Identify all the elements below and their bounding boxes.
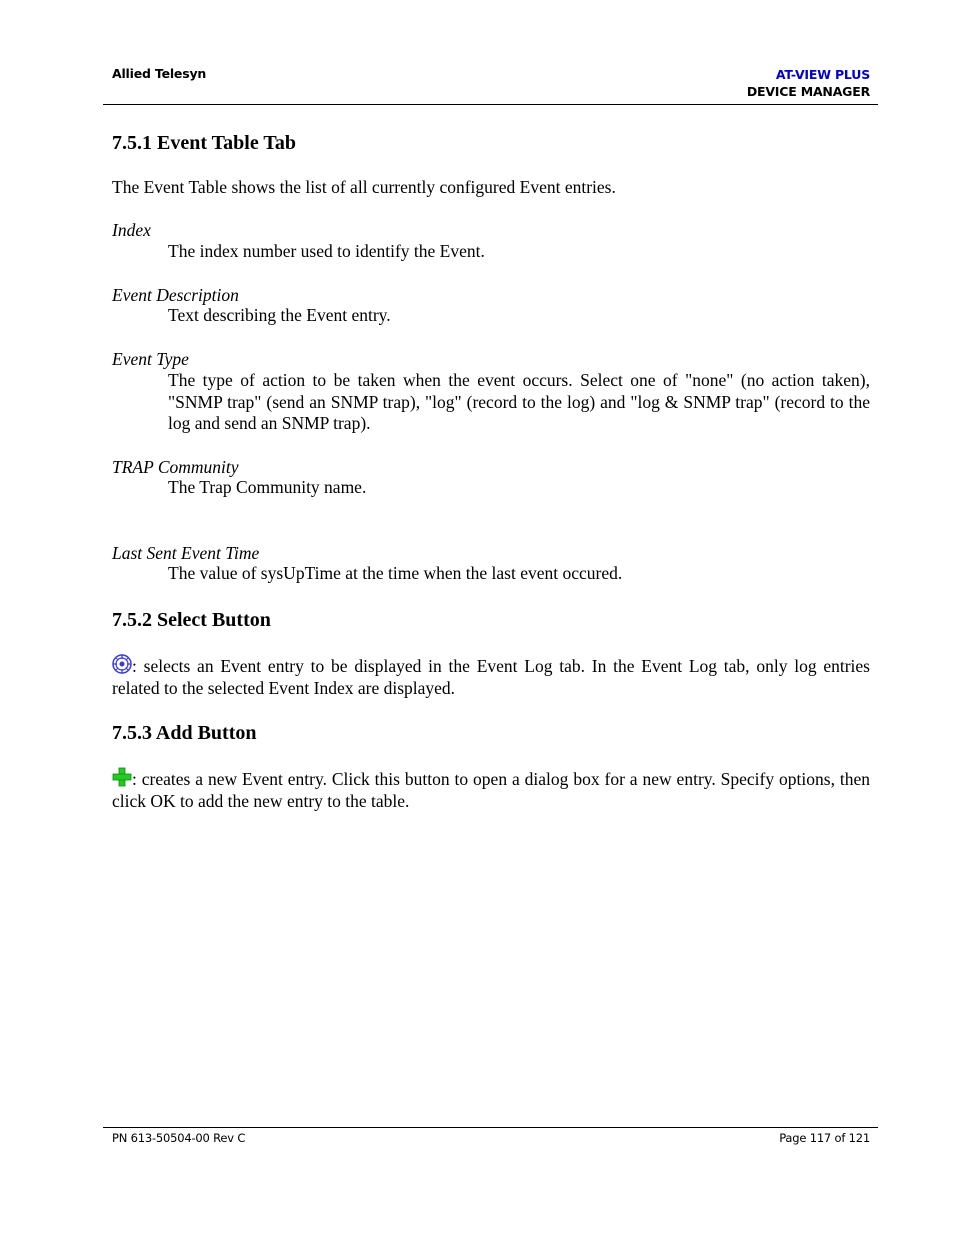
header-product: AT-VIEW PLUS <box>775 67 870 82</box>
definition-trap-community: The Trap Community name. <box>168 477 367 497</box>
add-button-paragraph <box>112 767 870 812</box>
section-heading-select-button: 7.5.2 Select Button <box>112 609 271 631</box>
section-heading-event-table: 7.5.1 Event Table Tab <box>112 132 296 154</box>
footer-page-number: Page 117 of 121 <box>779 1131 870 1145</box>
definition-event-type: The type of action to be taken when the event occurs. Select one of "none" (no action taken), "SNMP trap" (send an SNMP trap), "log" (record to the log) and "log & SNMP trap" (record to the log and send an SNMP trap). <box>168 370 870 433</box>
select-icon[interactable] <box>112 654 132 674</box>
definition-index: The index number used to identify the Event. <box>168 241 485 261</box>
header-divider <box>103 104 878 105</box>
term-trap-community: TRAP Community <box>112 457 239 477</box>
definition-event-description: Text describing the Event entry. <box>168 305 391 325</box>
select-button-description: : selects an Event entry to be displayed in the Event Log tab. In the Event Log tab, only log entries related to the selected Event Index are displayed. <box>112 656 870 698</box>
term-last-sent-event-time: Last Sent Event Time <box>112 543 260 563</box>
header-company: Allied Telesyn <box>112 66 207 81</box>
add-button-description: : creates a new Event entry. Click this button to open a dialog box for a new entry. Specify options, then click OK to add the new entry to the table. <box>112 769 870 811</box>
select-button-paragraph <box>112 654 870 699</box>
header-module: DEVICE MANAGER <box>746 84 870 99</box>
definition-last-sent-event-time: The value of sysUpTime at the time when the last event occured. <box>168 563 623 583</box>
term-event-type: Event Type <box>112 349 189 369</box>
event-table-intro: The Event Table shows the list of all currently configured Event entries. <box>112 177 616 197</box>
footer-divider <box>103 1127 878 1128</box>
header-product-block <box>747 66 870 100</box>
footer-part-number: PN 613-50504-00 Rev C <box>112 1131 246 1145</box>
term-index: Index <box>112 220 151 240</box>
add-plus-icon[interactable] <box>112 767 132 787</box>
term-event-description: Event Description <box>112 285 239 305</box>
section-heading-add-button: 7.5.3 Add Button <box>112 722 257 744</box>
